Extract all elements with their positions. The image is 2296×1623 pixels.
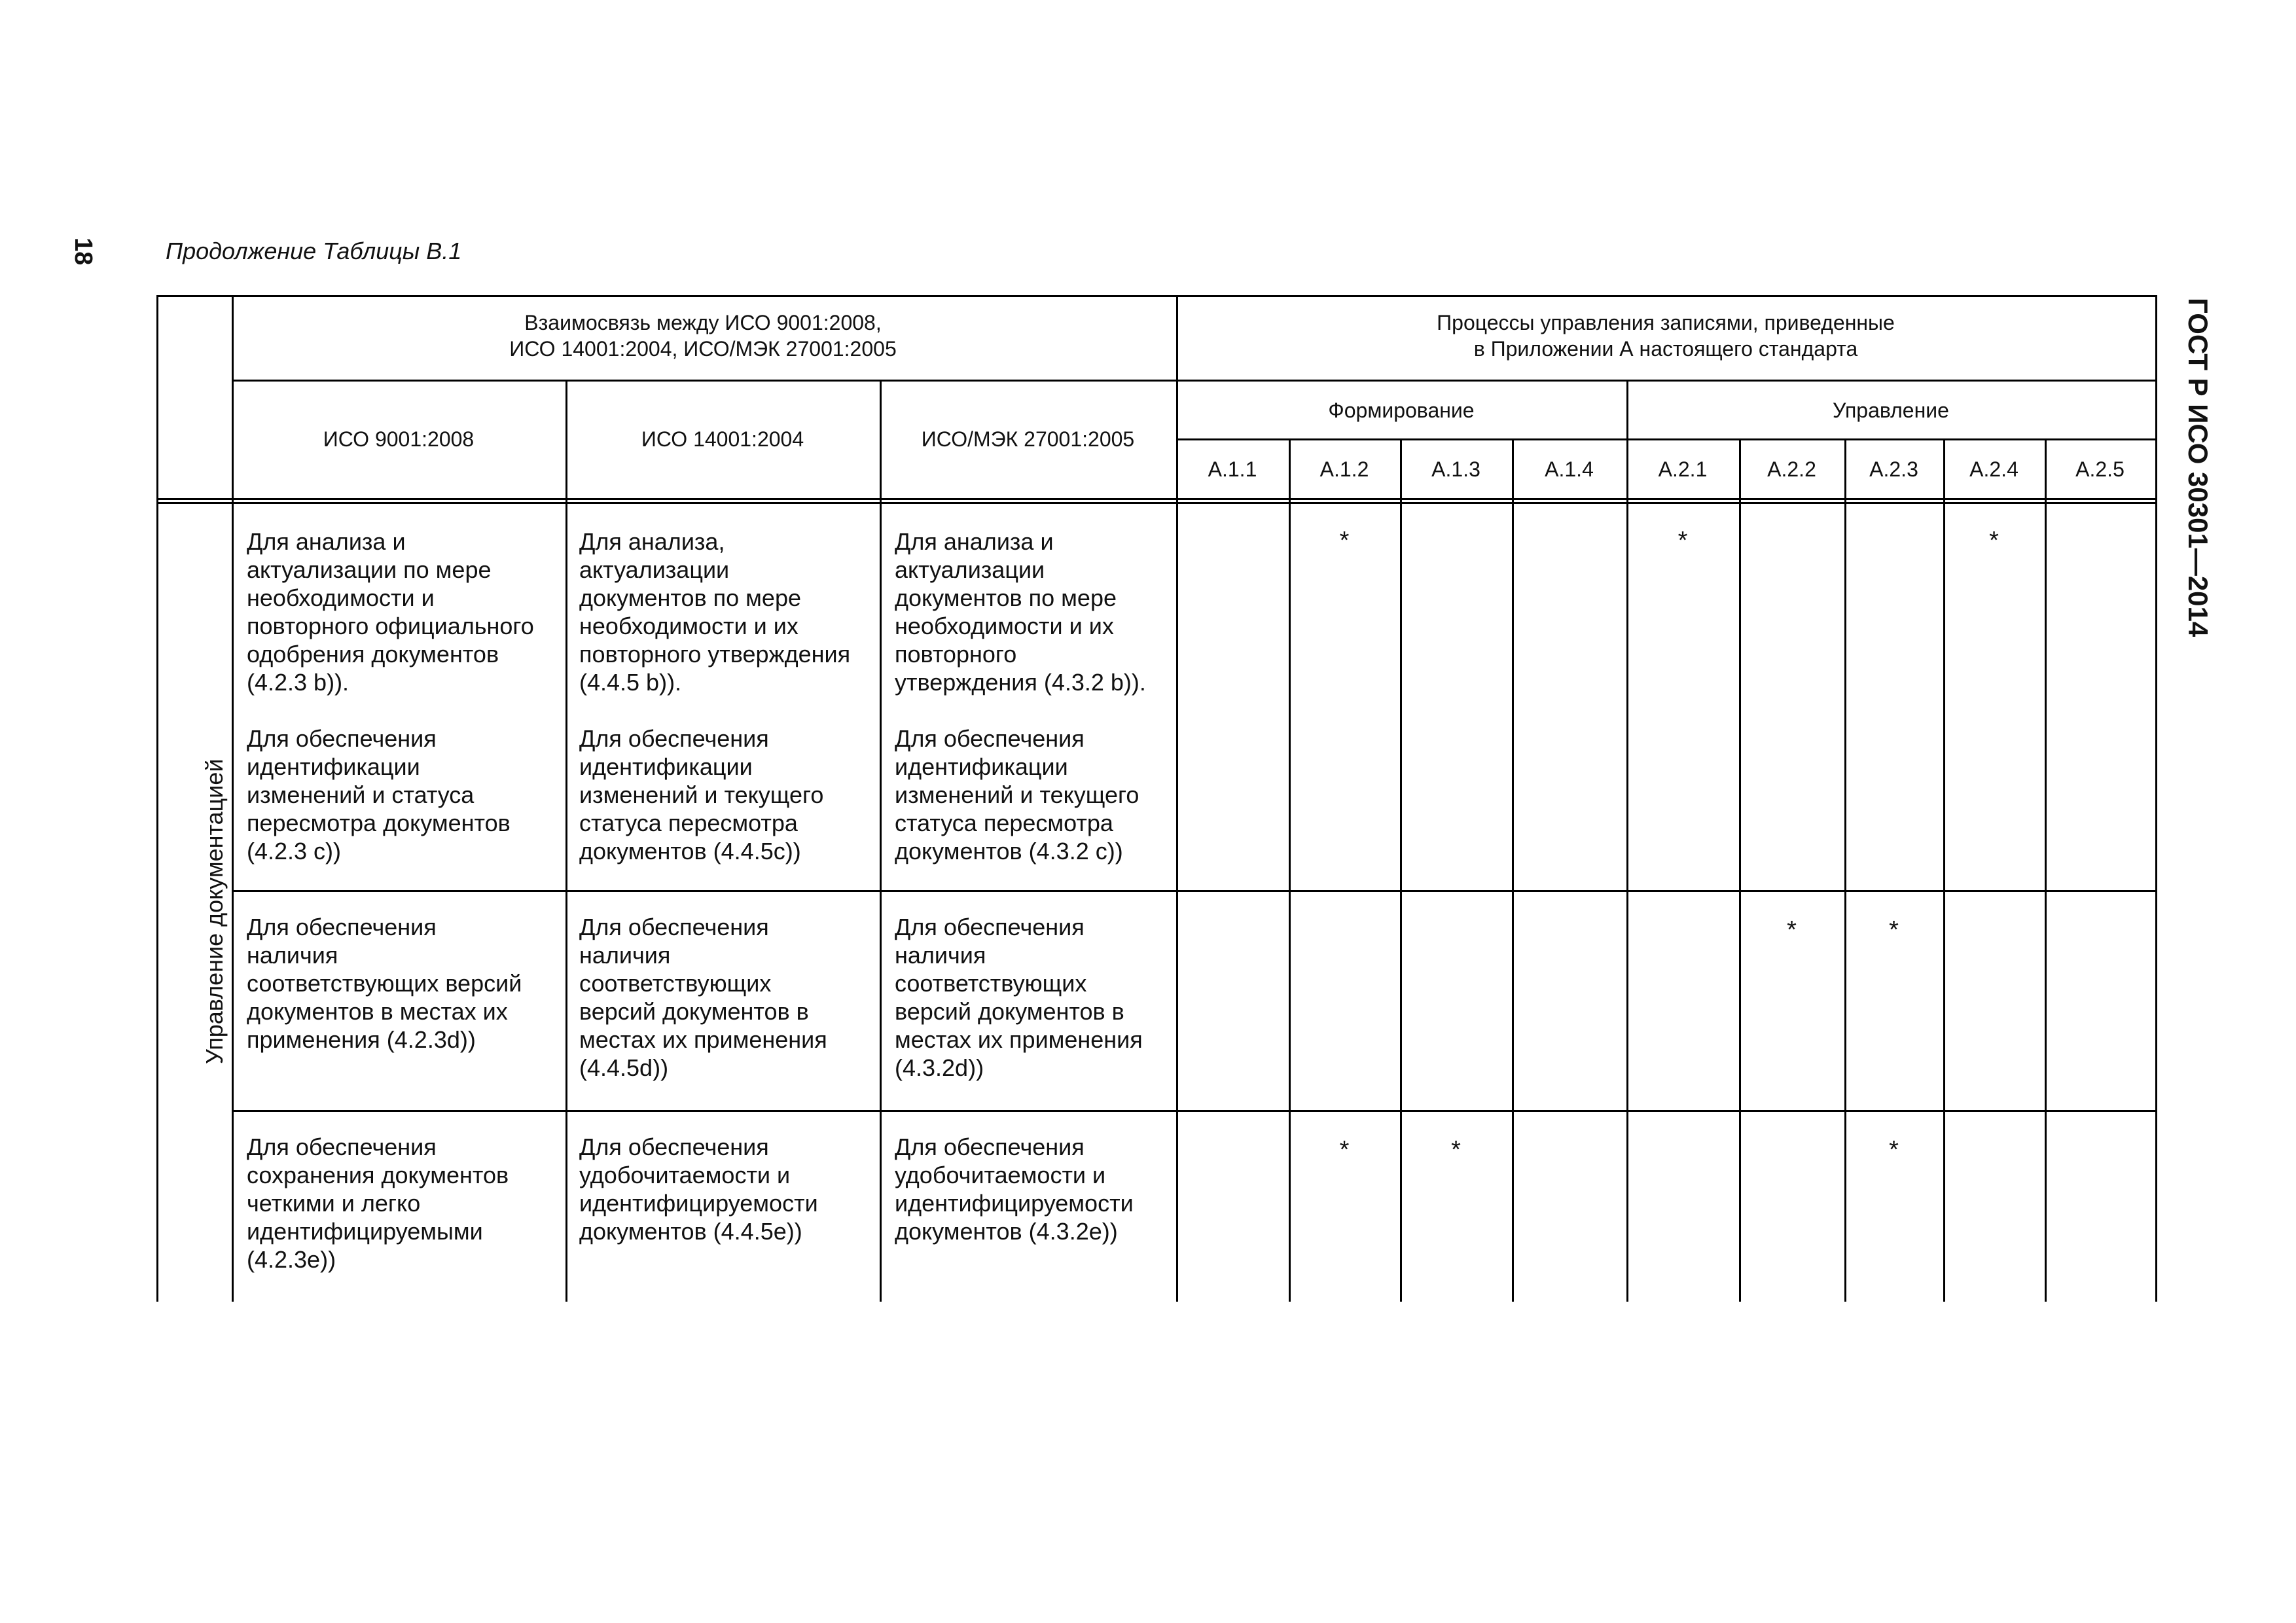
row1-iso14001: Для анализа, актуализации документов по мере необходимости и их повторного утверждения (4.4.5 b)). Для обеспечения идентификации изменений и текущего статуса пересмотра документов (4.4.5c)) — [579, 528, 851, 865]
header-bottom-rule — [156, 498, 2157, 500]
header-code-А.2.3: А.2.3 — [1869, 457, 1918, 481]
row-group-label: Управление документацией — [201, 758, 228, 1064]
row3-iso9001: Для обеспечения сохранения документов четкими и легко идентифицируемыми (4.2.3e)) — [247, 1133, 509, 1273]
mark-star: * — [1889, 916, 1899, 944]
header-iso27001: ИСО/МЭК 27001:2005 — [921, 427, 1135, 451]
continuation-table — [156, 295, 2155, 1302]
row3-iso27001: Для обеспечения удобочитаемости и идентифицируемости документов (4.3.2e)) — [895, 1133, 1134, 1245]
mark-star: * — [1677, 527, 1688, 554]
mark-star: * — [1989, 527, 1999, 554]
row1-iso9001: Для анализа и актуализации по мере необходимости и повторного официального одобрения документов (4.2.3 b)). Для обеспечения идентификации изменений и статуса пересмотра документов (4.2.3 c)) — [247, 528, 534, 865]
header-code-А.1.2: А.1.2 — [1319, 457, 1369, 481]
header-processes: Процессы управления записями, приведенные в Приложении А настоящего стандарта — [1437, 311, 1895, 361]
row-divider — [232, 890, 2157, 892]
column-divider — [1289, 438, 1291, 1302]
row1-iso27001: Для анализа и актуализации документов по мере необходимости и их повторного утверждения (4.3.2 b)). Для обеспечения идентификации изменений и текущего статуса пересмотра документов (4.3.2 c)) — [895, 528, 1146, 865]
mark-star: * — [1889, 1136, 1899, 1164]
header-code-А.1.3: А.1.3 — [1431, 457, 1480, 481]
column-divider — [1739, 438, 1741, 1302]
subheader-rule — [1176, 438, 2157, 440]
header-iso9001: ИСО 9001:2008 — [323, 427, 475, 451]
column-divider — [1176, 295, 1178, 1302]
row-divider — [232, 1110, 2157, 1112]
row2-iso14001: Для обеспечения наличия соответствующих версий документов в местах их применения (4.4.5d)) — [579, 914, 827, 1081]
table-right-border — [2155, 295, 2157, 1302]
header-code-А.1.1: А.1.1 — [1208, 457, 1257, 481]
mark-star: * — [1339, 1136, 1350, 1164]
mark-star: * — [1339, 527, 1350, 554]
mark-star: * — [1451, 1136, 1461, 1164]
table-top-border — [156, 295, 2157, 297]
mark-star: * — [1787, 916, 1797, 944]
row2-iso9001: Для обеспечения наличия соответствующих версий документов в местах их применения (4.2.3d)) — [247, 914, 522, 1053]
column-divider — [1626, 380, 1628, 1302]
header-code-А.1.4: А.1.4 — [1545, 457, 1594, 481]
header-bottom-rule-2 — [156, 502, 2157, 504]
column-divider — [2045, 438, 2047, 1302]
column-divider — [1512, 438, 1514, 1302]
column-divider — [1844, 438, 1846, 1302]
column-divider — [232, 295, 234, 1302]
header-code-А.2.1: А.2.1 — [1658, 457, 1708, 481]
header-iso14001: ИСО 14001:2004 — [641, 427, 804, 451]
document-code: ГОСТ Р ИСО 30301—2014 — [2183, 298, 2214, 637]
column-divider — [565, 380, 567, 1302]
column-divider — [880, 380, 882, 1302]
column-divider — [1400, 438, 1402, 1302]
row2-iso27001: Для обеспечения наличия соответствующих версий документов в местах их применения (4.3.2d)) — [895, 914, 1143, 1081]
table-left-border — [156, 295, 158, 1302]
header-rule — [232, 380, 2157, 382]
header-formation: Формирование — [1328, 399, 1475, 422]
header-code-А.2.2: А.2.2 — [1767, 457, 1816, 481]
header-code-А.2.5: А.2.5 — [2075, 457, 2125, 481]
header-code-А.2.4: А.2.4 — [1969, 457, 2018, 481]
table-caption: Продолжение Таблицы В.1 — [166, 238, 462, 264]
header-relationship: Взаимосвязь между ИСО 9001:2008, ИСО 14001:2004, ИСО/МЭК 27001:2005 — [509, 311, 897, 361]
column-divider — [1943, 438, 1945, 1302]
page-number: 18 — [69, 238, 97, 266]
header-management: Управление — [1833, 399, 1949, 422]
row3-iso14001: Для обеспечения удобочитаемости и идентифицируемости документов (4.4.5e)) — [579, 1133, 818, 1245]
